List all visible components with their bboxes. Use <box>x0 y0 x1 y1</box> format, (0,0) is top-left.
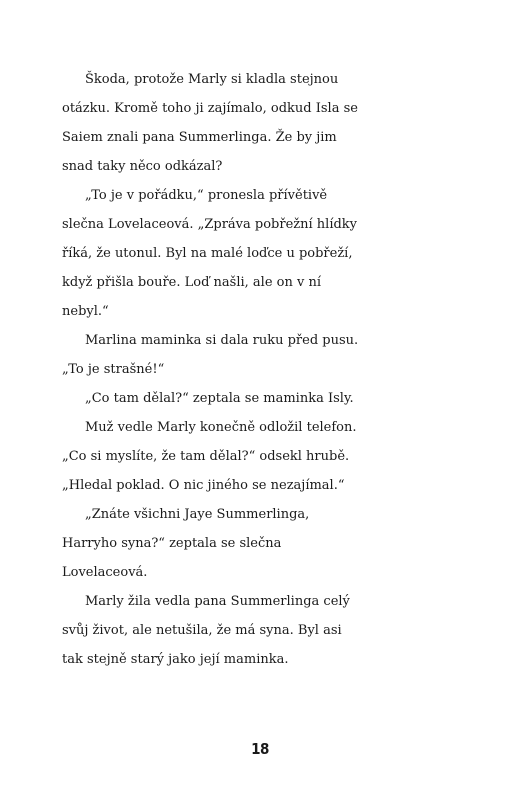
text-line: nebyl.“ <box>62 304 109 319</box>
text-line: Marly žila vedla pana Summerlinga celý <box>85 594 350 609</box>
text-line: „Co tam dělal?“ zeptala se maminka Isly. <box>85 391 354 406</box>
text-line: slečna Lovelaceová. „Zpráva pobřežní hlídky <box>62 217 358 232</box>
paragraph <box>62 65 482 181</box>
text-line: tak stejně starý jako její maminka. <box>62 652 289 667</box>
text-line: otázku. Kromě toho ji zajímalo, odkud Isla se <box>62 101 358 116</box>
text-line: říká, že utonul. Byl na malé loďce u pobřeží, <box>62 246 353 261</box>
paragraph <box>62 413 482 500</box>
text-line: Škoda, protože Marly si kladla stejnou <box>85 72 339 87</box>
text-line: snad taky něco odkázal? <box>62 159 223 174</box>
paragraph <box>62 500 482 587</box>
page-number: 18 <box>251 740 269 758</box>
text-line: Muž vedle Marly konečně odložil telefon. <box>85 420 357 435</box>
text-line: „Co si myslíte, že tam dělal?“ odsekl hrubě. <box>62 449 350 464</box>
text-line: Lovelaceová. <box>62 565 148 580</box>
text-line: Harryho syna?“ zeptala se slečna <box>62 536 282 551</box>
text-line: Saiem znali pana Summerlinga. Že by jim <box>62 130 337 145</box>
body-text <box>62 65 482 674</box>
text-line: když přišla bouře. Loď našli, ale on v ní <box>62 275 321 290</box>
text-line: „Hledal poklad. O nic jiného se nezajímal.“ <box>62 478 345 493</box>
text-line: „To je strašné!“ <box>62 362 165 377</box>
paragraph <box>62 587 482 674</box>
text-line: „Znáte všichni Jaye Summerlinga, <box>85 507 310 522</box>
paragraph <box>62 384 482 413</box>
paragraph <box>62 181 482 326</box>
paragraph <box>62 326 482 384</box>
text-line: „To je v pořádku,“ pronesla přívětivě <box>85 188 328 203</box>
text-line: Marlina maminka si dala ruku před pusu. <box>85 333 359 348</box>
text-line: svůj život, ale netušila, že má syna. Byl asi <box>62 623 342 638</box>
